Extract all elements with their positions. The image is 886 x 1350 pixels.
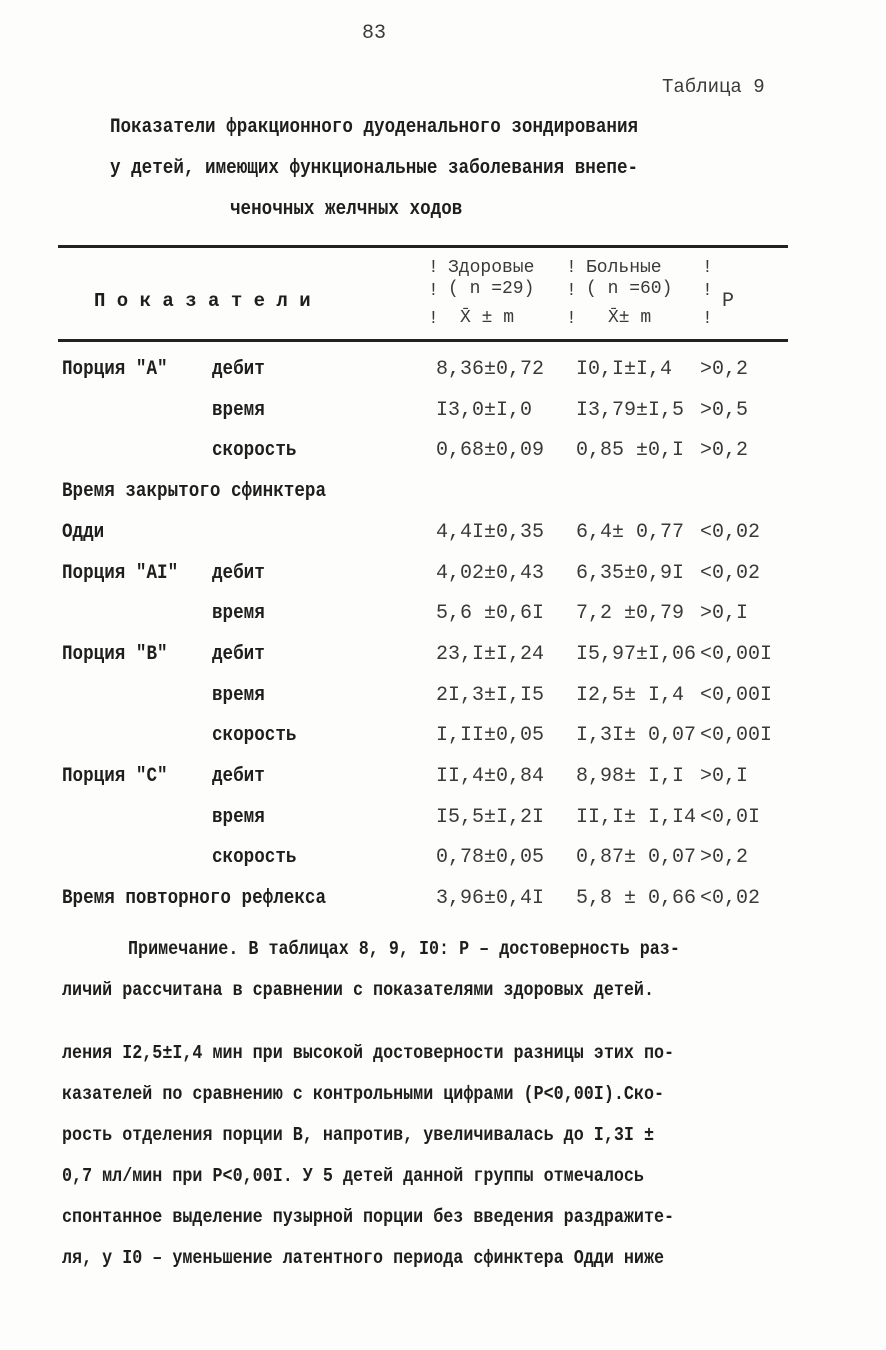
cell-param: время (212, 684, 265, 707)
cell-group: Одди (62, 521, 105, 544)
cell-p: <0,02 (700, 521, 761, 544)
table-label: Таблица 9 (662, 76, 765, 98)
cell-sick: I5,97±I,06 (576, 643, 697, 666)
cell-group: Время закрытого сфинктера (62, 480, 327, 503)
cell-param: дебит (212, 358, 265, 381)
cell-healthy: 0,78±0,05 (436, 846, 545, 869)
header-sep: ! (702, 309, 713, 329)
header-sick: Больные (586, 258, 662, 278)
cell-sick: I3,79±I,5 (576, 399, 685, 422)
cell-p: >0,I (700, 602, 749, 625)
cell-group: Порция "В" (62, 643, 168, 666)
cell-group: Порция "АI" (62, 562, 179, 585)
cell-param: дебит (212, 562, 265, 585)
cell-sick: I,3I± 0,07 (576, 724, 697, 747)
note-line-2: личий рассчитана в сравнении с показателями здоровых детей. (62, 979, 654, 1001)
cell-healthy: 2I,3±I,I5 (436, 684, 545, 707)
cell-group: Порция "А" (62, 358, 168, 381)
cell-healthy: I3,0±I,0 (436, 399, 533, 422)
cell-group: Время повторного рефлекса (62, 887, 327, 910)
cell-healthy: II,4±0,84 (436, 765, 545, 788)
cell-sick: 6,35±0,9I (576, 562, 685, 585)
cell-healthy: 8,36±0,72 (436, 358, 545, 381)
cell-p: <0,02 (700, 562, 761, 585)
body-line-2: казателей по сравнению с контрольными цифрами (Р<0,00I).Ско- (62, 1083, 665, 1105)
cell-p: >0,I (700, 765, 749, 788)
cell-p: >0,2 (700, 358, 749, 381)
header-healthy: Здоровые (448, 258, 535, 278)
cell-p: <0,02 (700, 887, 761, 910)
header-healthy-stat: X̄ ± m (460, 308, 515, 328)
header-indicators: П о к а з а т е л и (94, 290, 311, 312)
cell-p: <0,0I (700, 806, 761, 829)
cell-sick: 8,98± I,I (576, 765, 685, 788)
cell-p: >0,2 (700, 846, 749, 869)
cell-sick: 5,8 ± 0,66 (576, 887, 697, 910)
header-p: P (722, 290, 735, 313)
body-line-6: ля, у I0 – уменьшение латентного периода сфинктера Одди ниже (62, 1247, 665, 1269)
cell-healthy: I5,5±I,2I (436, 806, 545, 829)
cell-sick: 7,2 ±0,79 (576, 602, 685, 625)
cell-sick: I0,I±I,4 (576, 358, 673, 381)
body-line-1: ления I2,5±I,4 мин при высокой достоверности разницы этих по- (62, 1042, 675, 1064)
cell-p: <0,00I (700, 684, 773, 707)
cell-param: время (212, 399, 265, 422)
cell-healthy: 0,68±0,09 (436, 439, 545, 462)
header-sep: ! (428, 281, 439, 301)
body-line-5: спонтанное выделение пузырной порции без введения раздражите- (62, 1206, 675, 1228)
body-line-3: рость отделения порции В, напротив, увеличивалась до I,3I ± (62, 1124, 654, 1146)
cell-healthy: 23,I±I,24 (436, 643, 545, 666)
cell-healthy: 4,4I±0,35 (436, 521, 545, 544)
cell-p: <0,00I (700, 643, 773, 666)
table-top-rule (58, 245, 788, 248)
table-header-rule (58, 339, 788, 342)
cell-sick: I2,5± I,4 (576, 684, 685, 707)
note-line-1: Примечание. В таблицах 8, 9, I0: Р – достоверность раз- (128, 938, 680, 960)
cell-sick: 0,85 ±0,I (576, 439, 685, 462)
page-number: 83 (362, 22, 387, 45)
cell-p: >0,5 (700, 399, 749, 422)
cell-healthy: 5,6 ±0,6I (436, 602, 545, 625)
cell-p: >0,2 (700, 439, 749, 462)
cell-param: время (212, 806, 265, 829)
table-title-line-3: ченочных желчных ходов (230, 198, 463, 221)
header-sick-n: ( n =60) (586, 279, 673, 299)
header-healthy-n: ( n =29) (448, 279, 535, 299)
cell-param: дебит (212, 765, 265, 788)
header-sep: ! (428, 309, 439, 329)
header-sep: ! (702, 258, 713, 278)
cell-sick: II,I± I,I4 (576, 806, 697, 829)
cell-param: скорость (212, 439, 297, 462)
table-title-line-2: у детей, имеющих функциональные заболевания внепе- (110, 157, 639, 180)
cell-p: <0,00I (700, 724, 773, 747)
header-sep: ! (566, 309, 577, 329)
cell-healthy: 3,96±0,4I (436, 887, 545, 910)
cell-param: время (212, 602, 265, 625)
cell-sick: 0,87± 0,07 (576, 846, 697, 869)
header-sick-stat: X̄± m (608, 308, 652, 328)
cell-param: дебит (212, 643, 265, 666)
cell-healthy: 4,02±0,43 (436, 562, 545, 585)
header-sep: ! (428, 258, 439, 278)
header-sep: ! (566, 258, 577, 278)
table-title-line-1: Показатели фракционного дуоденального зондирования (110, 116, 639, 139)
header-sep: ! (702, 281, 713, 301)
cell-sick: 6,4± 0,77 (576, 521, 685, 544)
header-sep: ! (566, 281, 577, 301)
cell-param: скорость (212, 724, 297, 747)
cell-param: скорость (212, 846, 297, 869)
body-line-4: 0,7 мл/мин при Р<0,00I. У 5 детей данной группы отмечалось (62, 1165, 644, 1187)
cell-group: Порция "С" (62, 765, 168, 788)
cell-healthy: I,II±0,05 (436, 724, 545, 747)
